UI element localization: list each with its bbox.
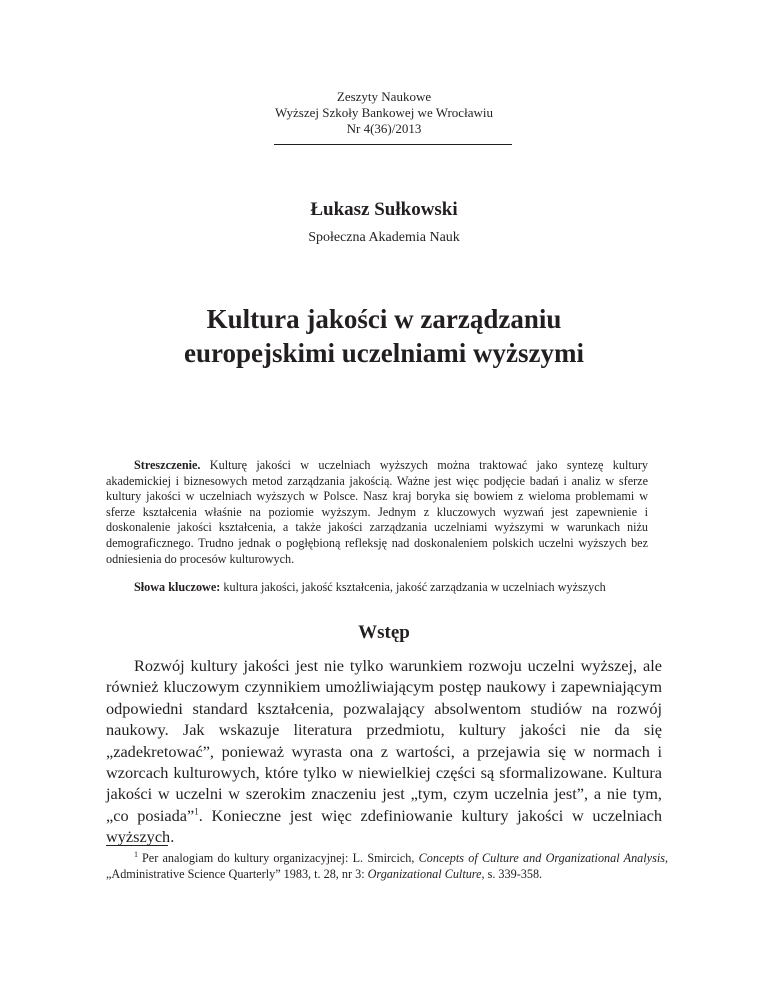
footnote-text-a: Per analogiam do kultury organizacyjnej: L. Smircich, — [142, 851, 419, 865]
author-name: Łukasz Sułkowski — [310, 199, 458, 220]
header-divider — [274, 144, 512, 145]
section-heading: Wstęp — [358, 622, 410, 643]
footnote-text-b: , „Administrative Science Quarterly” 1983, t. 28, nr 3: — [106, 851, 668, 881]
keywords-text: kultura jakości, jakość kształcenia, jakość zarządzania w uczelniach wyższych — [223, 580, 606, 594]
journal-name: Zeszyty Naukowe — [336, 89, 432, 104]
footnote-reference[interactable]: 1 — [194, 806, 199, 817]
footnote-divider — [106, 845, 168, 846]
abstract-text: Kulturę jakości w uczelniach wyższych można traktować jako syntezę kultury akademickiej i biznesowych metod zarządzania jakością. Ważne jest więc podjęcie badań i analiz w sferze kultury jakości w uczelniach wyższych w Polsce. Nasz kraj boryka się bowiem z wieloma problemami w sferze kształcenia właśnie na poziomie wyższym. Jednym z kluczowych wyzwań jest zapewnienie i doskonalenie jakości kształcenia, a także jakości zarządzania uczelniami wyższymi w warunkach niżu demograficznego. Trudno jednak o pogłębioną refleksję nad doskonaleniem polskich uczelni wyższych bez odniesienia do procesów kulturowych. — [106, 458, 648, 566]
keywords — [106, 580, 668, 596]
title-line-2: europejskimi uczelniami wyższymi — [184, 338, 584, 368]
body-text-part-2: . Konieczne jest więc zdefiniowanie kultury jakości w uczelniach wyższych. — [106, 805, 663, 847]
keywords-label: Słowa kluczowe: — [134, 580, 221, 594]
abstract-label: Streszczenie. — [134, 458, 201, 472]
footnote-italic-a: Concepts of Culture and Organizational Analysis — [418, 851, 665, 865]
journal-issue: Nr 4(36)/2013 — [346, 121, 422, 136]
title-line-1: Kultura jakości w zarządzaniu — [206, 304, 562, 334]
article-title — [0, 302, 768, 370]
journal-institution: Wyższej Szkoły Bankowej we Wrocławiu — [275, 105, 493, 120]
body-text-part-1: Rozwój kultury jakości jest nie tylko warunkiem rozwoju uczelni wyższej, ale również kluczowym czynnikiem umożliwiającym postęp naukowy i zapewniającym odpowiedni standard kształcenia, pozwalający absolwentom studiów na rozwój naukowy. Jak wskazuje literatura przedmiotu, kultury jakości nie da się „zadekretować”, ponieważ wyrasta ona z wartości, a przejawia się w normach i wzorcach kulturowych, które tylko w niewielkiej części są sformalizowane. Kultura jakości w uczelni w szerokim znaczeniu jest „tym, czym uczelnia jest”, a nie tym, „co posiada” — [106, 656, 662, 825]
author-affiliation: Społeczna Akademia Nauk — [308, 230, 460, 245]
journal-header — [0, 89, 768, 137]
body-paragraph — [106, 655, 662, 848]
footnote-text-c: , s. 339-358. — [481, 866, 543, 881]
footnote-italic-b: Organizational Culture — [367, 866, 482, 881]
abstract — [106, 458, 648, 567]
footnote — [106, 851, 668, 882]
footnote-number: 1 — [134, 849, 138, 859]
